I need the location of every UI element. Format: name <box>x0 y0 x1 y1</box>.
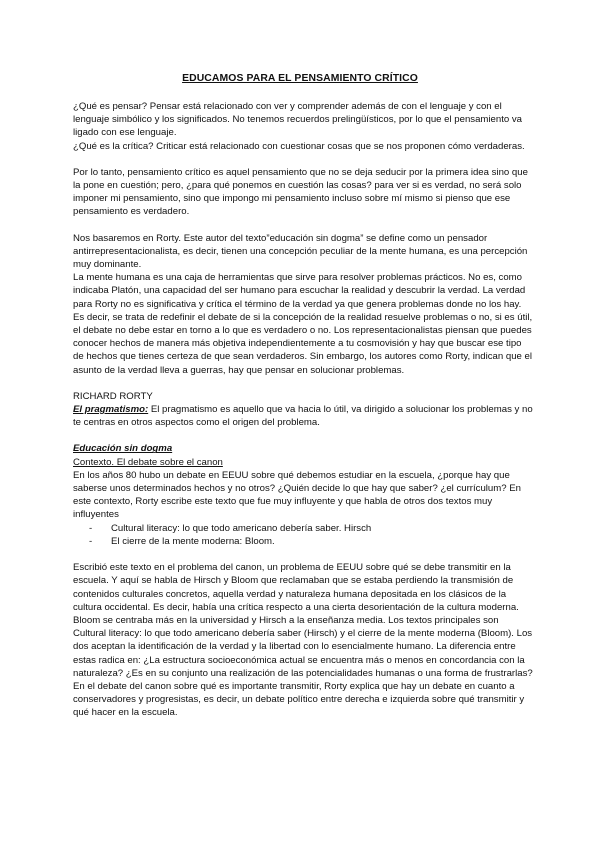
context-heading: Contexto. El debate sobre el canon <box>73 456 223 468</box>
context-paragraph: En los años 80 hubo un debate en EEUU sobre qué debemos estudiar en la escuela, ¿porque hay que saberse unos determinados hechos y no otros? ¿Quién decide lo que hay que saber? ¿el currículum? En este contexto, Rorty escribe este texto que fue muy influyente y que habla de otros dos textos muy influyentes <box>73 469 521 521</box>
rorty-intro-paragraph: Nos basaremos en Rorty. Este autor del texto”educación sin dogma” se define como un pensador antirrepresentacionalista, es decir, tienen una concepción peculiar de la mente humana, es una percepción muy dominante. <box>73 232 528 271</box>
influential-texts-list <box>73 522 533 548</box>
critical-thinking-paragraph: Por lo tanto, pensamiento crítico es aquel pensamiento que no se deja seducir por la primera idea sino que la pone en cuestión; pero, ¿para qué ponemos en cuestión las cosas? para ver si es verdad, no será solo imponer mi pensamiento, sino que impongo mi pensamiento incluso sobre mí mismo si pienso que ese pensamiento es verdadero. <box>73 166 528 218</box>
bullet-dash: - <box>89 522 93 534</box>
pragmatism-paragraph <box>73 403 533 429</box>
list-item: - El cierre de la mente moderna: Bloom. <box>89 535 275 547</box>
canon-paragraph: Escribió este texto en el problema del canon, un problema de EEUU sobre qué se debe transmitir en la escuela. Y aquí se habla de Hirsch y Bloom que reclamaban que se estaba perdiendo la transmisión de contenidos culturales concretos, aquella verdad y naturaleza humana depositada en los clásicos de la cultura occidental. Es decir, había una crítica respecto a una cierta desorientación de la cultura moderna. <box>73 562 519 613</box>
document-body <box>73 100 533 720</box>
pragmatism-text: El pragmatismo es aquello que va hacia lo útil, va dirigido a solucionar los problemas y no te centras en otros aspectos como el origen del problema. <box>73 404 533 429</box>
section-heading: Educación sin dogma <box>73 443 173 455</box>
author-heading: RICHARD RORTY <box>73 390 153 402</box>
bullet-dash: - <box>89 535 93 547</box>
intro-paragraph-thinking: ¿Qué es pensar? Pensar está relacionado con ver y comprender además de con el lenguaje y con el lenguaje simbólico y los significados. No tenemos recuerdos prelingüísticos, por lo que el pensamiento va ligado con ese lenguaje. <box>73 101 523 139</box>
bloom-hirsch-paragraph: Bloom se centraba más en la universidad y Hirsch a la enseñanza media. Los textos principales son Cultural literacy: lo que todo americano debería saber (Hirsch) y el cierre de la mente moderna (Bloom). Los dos aceptan la identificación de la verdad y la libertad con lo esencialmente humano. La diferencia entre estas radica en: ¿La estructura socioeconómica actual se encuentra más o menos en concordancia con la naturaleza? ¿Es en su conjunto una realización de las potencialidades humanas o una forma de frustrarlas? En el debate del canon sobre qué es importante transmitir, Rorty explica que hay un debate en cuanto a conservadores y progresistas, es decir, un debate político entre derecha e izquierda sobre qué transmitir y qué hacer en la escuela. <box>73 614 533 719</box>
human-mind-paragraph: La mente humana es una caja de herramientas que sirve para resolver problemas prácticos. No es, como indicaba Platón, una capacidad del ser humano para escuchar la realidad y descubrir la verdad. La verdad para Rorty no es significativa y crítica el término de la verdad ya que genera problemas donde no los hay. Es decir, se trata de redefinir el debate de si la concepción de la realidad resuelve problemas o no, si es útil, el debate no debe estar en torno a lo que es verdadero o no. Los representacionalistas piensan que puedes conocer hechos de manera más objetiva independientemente a tu cosmovisión y hay que buscar ese tipo de hechos que tienes certeza de que sean verdaderos. Sin embargo, los autores como Rorty, indican que el asunto de la verdad lleva a guerras, hay que pensar en solucionar problemas. <box>73 272 533 376</box>
pragmatism-label: El pragmatismo: <box>73 404 149 416</box>
list-item: - Cultural literacy: lo que todo americano debería saber. Hirsch <box>89 522 372 534</box>
intro-paragraph-criticism: ¿Qué es la crítica? Criticar está relacionado con cuestionar cosas que se nos proponen cómo verdaderas. <box>73 140 525 152</box>
document-title: EDUCAMOS PARA EL PENSAMIENTO CRÍTICO <box>182 73 418 84</box>
